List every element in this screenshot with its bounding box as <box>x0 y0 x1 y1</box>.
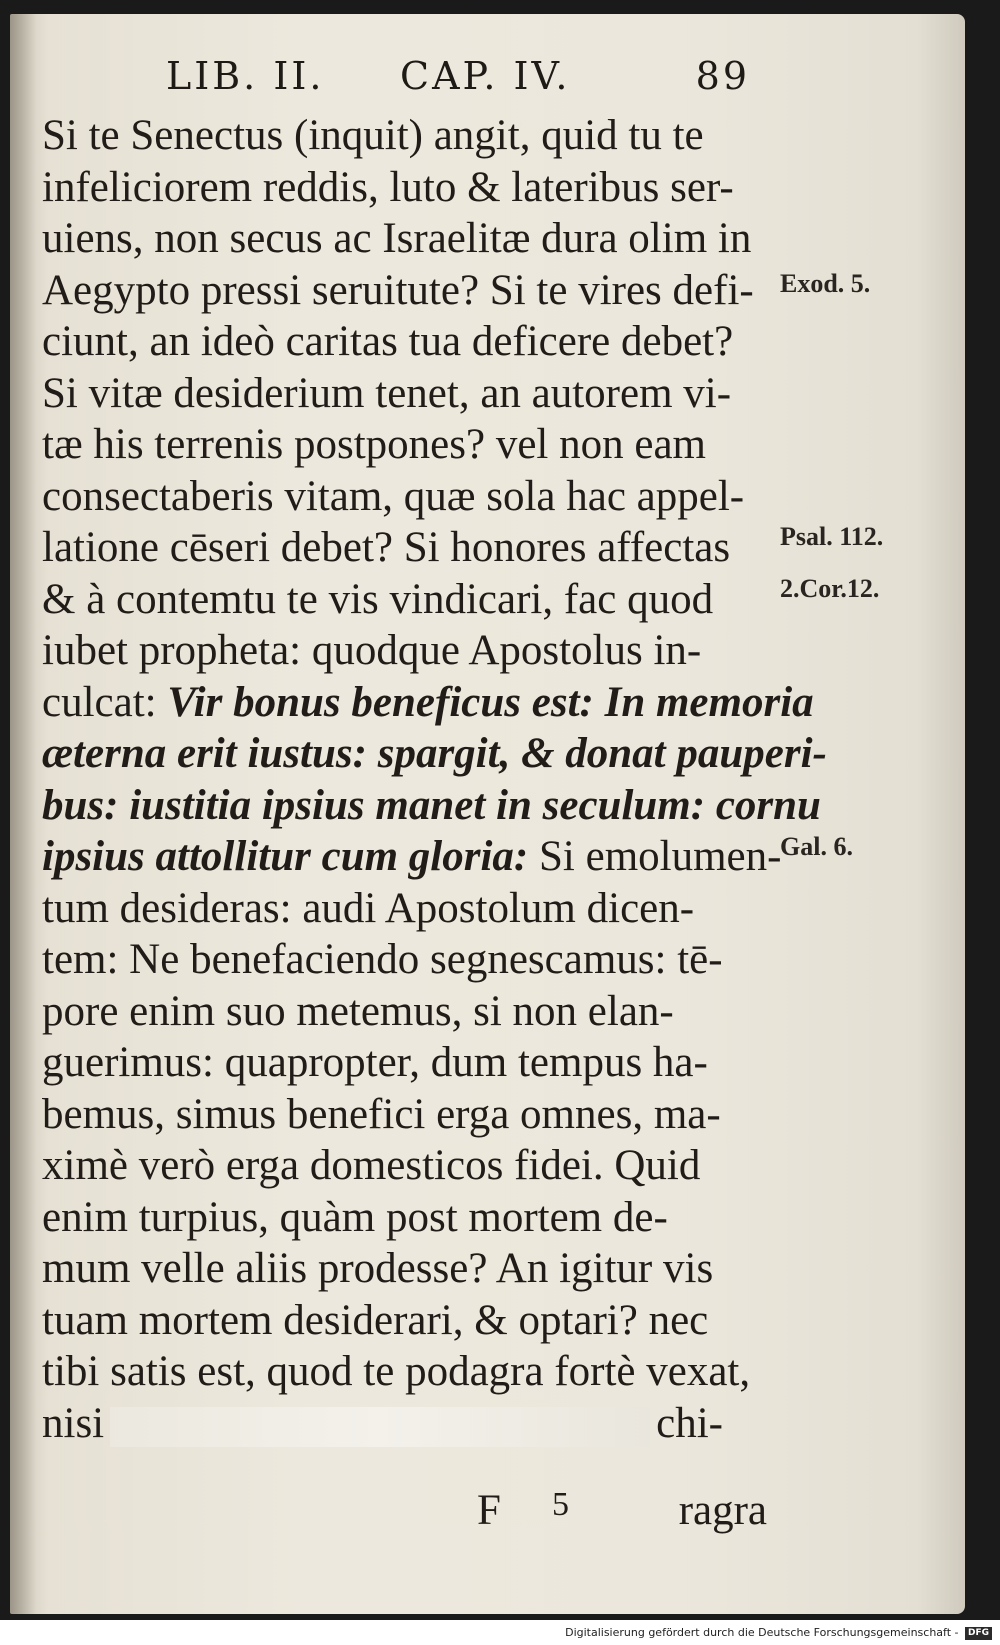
text-line: ximè verò erga domesticos fidei. Quid <box>42 1142 701 1189</box>
text-line: guerimus: quapropter, dum tempus ha- <box>42 1039 708 1086</box>
italic-line: æterna erit iustus: spargit, & donat pauperi- <box>42 730 827 777</box>
margin-note-cor: 2.Cor.12. <box>780 574 880 603</box>
book-page <box>10 14 965 1614</box>
catchword: ragra <box>678 1487 767 1534</box>
text-roman: culcat: <box>42 678 157 726</box>
text-line: consectaberis vitam, quæ sola hac appel- <box>42 472 745 520</box>
text-line: tum desideras: audi Apostolum dicen- <box>42 884 695 932</box>
text-line: tæ his terrenis postpones? vel non eam <box>42 421 706 468</box>
footer-text: Digitalisierung gefördert durch die Deutsche Forschungsgemeinschaft - <box>565 1626 959 1639</box>
text-line: ciunt, an ideò caritas tua deficere debet? <box>42 318 734 365</box>
text-line: Si te Senectus (inquit) angit, quid tu te <box>42 112 704 159</box>
text-line-mixed <box>42 677 814 729</box>
text-line-last <box>42 1398 777 1450</box>
text-line: uiens, non secus ac Israelitæ dura olim in <box>42 215 752 262</box>
text-line: Si vitæ desiderium tenet, an autorem vi- <box>42 369 732 417</box>
faded-text-area <box>110 1407 650 1447</box>
text-line: tem: Ne benefaciendo segnescamus: tē- <box>42 936 723 983</box>
running-head-chapter: CAP. IV. <box>400 54 571 98</box>
text-line-start: nisi <box>42 1399 105 1447</box>
catchline <box>42 1486 777 1538</box>
text-roman: Si emolumen- <box>528 833 782 880</box>
page-gutter-shadow <box>10 14 36 1614</box>
text-italic-quote: ipsius attollitur cum gloria: <box>42 833 529 880</box>
margin-note-psal: Psal. 112. <box>780 522 884 551</box>
text-italic-quote: Vir bonus beneficus est: In memoria <box>167 678 814 726</box>
margin-note-exod: Exod. 5. <box>780 269 871 298</box>
margin-note-gal: Gal. 6. <box>780 832 853 861</box>
italic-line: bus: iustitia ipsius manet in seculum: cornu <box>42 781 821 829</box>
text-line: Aegypto pressi seruitute? Si te vires defi- <box>42 266 754 314</box>
text-line: latione cēseri debet? Si honores affectas <box>42 524 731 571</box>
text-line: tibi satis est, quod te podagra fortè vexat, <box>42 1348 751 1395</box>
text-line: & à contemtu te vis vindicari, fac quod <box>42 575 714 623</box>
text-line: pore enim suo metemus, si non elan- <box>42 987 674 1035</box>
text-line: infeliciorem reddis, luto & lateribus ser- <box>42 163 734 211</box>
signature-mark: F <box>477 1487 501 1534</box>
page-number: 89 <box>695 54 750 98</box>
dfg-logo: DFG <box>965 1627 992 1640</box>
text-line: mum velle aliis prodesse? An igitur vis <box>42 1245 714 1292</box>
footer-credit <box>0 1624 992 1642</box>
text-line-mixed <box>42 831 782 883</box>
text-line: bemus, simus benefici erga omnes, ma- <box>42 1090 721 1138</box>
text-line: tuam mortem desiderari, & optari? nec <box>42 1296 709 1344</box>
text-line: iubet propheta: quodque Apostolus in- <box>42 627 702 674</box>
signature-number: 5 <box>552 1486 569 1523</box>
running-head-book: LIB. II. <box>166 54 325 98</box>
text-line-end: chi- <box>656 1399 723 1447</box>
running-head <box>160 54 750 114</box>
text-line: enim turpius, quàm post mortem de- <box>42 1193 668 1241</box>
